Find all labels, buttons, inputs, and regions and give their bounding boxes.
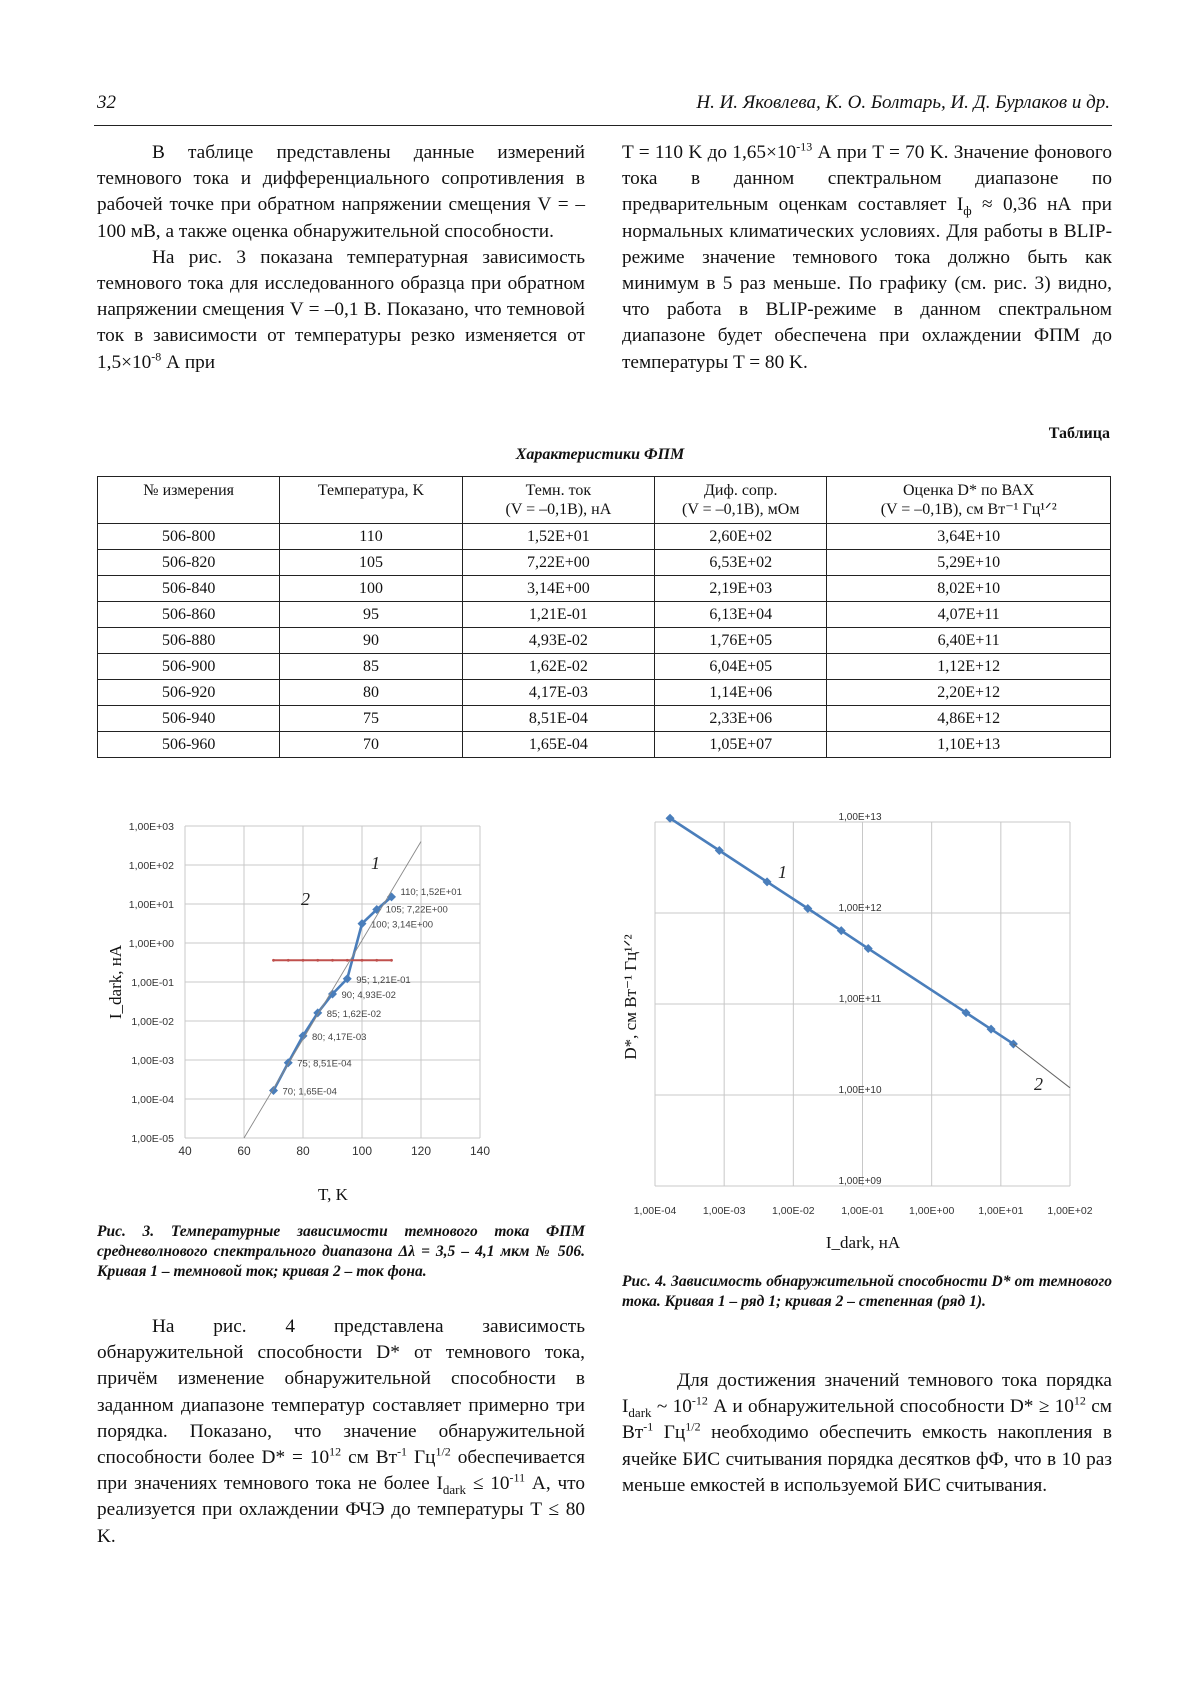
y-axis-label: I_dark, нА <box>106 944 125 1020</box>
superscript: 1/2 <box>435 1444 451 1459</box>
table-row <box>98 732 1111 758</box>
x-tick-label: 60 <box>237 1144 251 1158</box>
table-cell: 506-820 <box>98 550 280 576</box>
paragraph-text: Гц <box>653 1422 686 1444</box>
paragraph-text: Для достижения значений темнового тока порядка I <box>622 1370 1112 1418</box>
paragraph-text: На рис. 3 показана температурная зависимость темнового тока для исследованного образца при обратном напряжении смещения V = –0,1 В. Показано, что темновой ток в зависимости от температуры резко изменяется от 1,5×10 <box>97 246 585 373</box>
paragraph-text: T = 110 K до 1,65×10 <box>622 142 797 163</box>
paragraph <box>97 140 585 245</box>
table-cell: 1,52E+01 <box>462 524 654 550</box>
x-tick-label: 1,00E-02 <box>772 1205 815 1217</box>
paragraph-text: А и обнаружительной способности D* ≥ 10 <box>707 1396 1074 1418</box>
table-row <box>98 576 1111 602</box>
superscript: 12 <box>329 1444 342 1459</box>
x-tick-label: 1,00E-04 <box>633 1205 677 1217</box>
paragraph-text: На рис. 4 представлена зависимость обнаружительной способности D* от темнового тока, причём изменение обнаружительной способности в заданном диапазоне температур составляет примерно три порядка. Показано, что значение обнаружительной способности более D* = 10 <box>97 1316 585 1469</box>
y-tick-label: 1,00E+03 <box>128 821 174 833</box>
table-cell: 1,21E-01 <box>462 602 654 628</box>
page-number: 32 <box>97 92 116 113</box>
x-tick-label: 80 <box>296 1144 310 1158</box>
column-header <box>280 477 462 524</box>
table-cell: 2,33E+06 <box>655 706 827 732</box>
y-tick-label: 1,00E+00 <box>128 938 174 950</box>
table-row <box>98 706 1111 732</box>
table-cell: 6,13E+04 <box>655 602 827 628</box>
curve-label-1: 1 <box>371 853 380 873</box>
table-cell: 506-940 <box>98 706 280 732</box>
superscript: -1 <box>643 1419 654 1434</box>
x-tick-label: 120 <box>410 1144 432 1158</box>
column-header-line: (V = –0,1В), см Вт⁻¹ Гц¹ᐟ² <box>880 501 1057 518</box>
paragraph-text: Гц <box>407 1447 436 1469</box>
data-point-marker <box>302 959 305 962</box>
table-cell: 90 <box>280 628 462 654</box>
paragraph-text: А при <box>161 351 216 373</box>
paragraph-text: необходимо обеспечить емкость накопления в ячейке БИС считывания порядка десятков фФ, что в 10 раз меньше емкостей в используемой БИС считывания. <box>622 1422 1112 1496</box>
header-rule <box>94 125 1112 126</box>
column-header-line: № измерения <box>143 482 235 499</box>
paragraph <box>622 1368 1112 1499</box>
y-tick-label: 1,00E+12 <box>838 903 882 914</box>
table-cell: 8,51E-04 <box>462 706 654 732</box>
table-row <box>98 680 1111 706</box>
table-cell: 75 <box>280 706 462 732</box>
column-header-line: (V = –0,1В), нА <box>505 501 612 518</box>
table-cell: 4,86E+12 <box>827 706 1111 732</box>
table-cell: 4,93E-02 <box>462 628 654 654</box>
figure-4 <box>618 812 1118 1252</box>
data-point-marker <box>272 959 275 962</box>
table-cell: 506-800 <box>98 524 280 550</box>
x-axis-label: I_dark, нА <box>825 1233 901 1252</box>
y-tick-label: 1,00E-03 <box>131 1055 174 1067</box>
column-header <box>827 477 1111 524</box>
superscript: -13 <box>796 139 813 154</box>
table-cell: 2,19E+03 <box>655 576 827 602</box>
table-cell: 4,17E-03 <box>462 680 654 706</box>
column-header <box>462 477 654 524</box>
data-label: 90; 4,93E-02 <box>341 989 396 1001</box>
y-axis-label: D*, см Вт⁻¹ Гц¹ᐟ² <box>621 934 640 1060</box>
data-point-marker <box>361 959 364 962</box>
table-cell: 6,53E+02 <box>655 550 827 576</box>
table-row <box>98 602 1111 628</box>
table-cell: 5,29E+10 <box>827 550 1111 576</box>
x-tick-label: 1,00E+02 <box>1047 1205 1093 1217</box>
table-cell: 1,76E+05 <box>655 628 827 654</box>
x-tick-label: 1,00E-03 <box>702 1205 746 1217</box>
subscript: dark <box>442 1482 466 1498</box>
table-cell: 1,65E-04 <box>462 732 654 758</box>
table-title: Характеристики ФПМ <box>515 446 685 463</box>
data-label: 110; 1,52E+01 <box>400 886 462 898</box>
data-point-marker <box>331 959 334 962</box>
table-cell: 1,05E+07 <box>655 732 827 758</box>
table-cell: 110 <box>280 524 462 550</box>
paragraph-text: ≤ 10 <box>465 1473 510 1495</box>
table-row <box>98 524 1111 550</box>
column-header-line: Оценка D* по ВАХ <box>903 482 1035 499</box>
paragraph-text: А, что реализуется при охлаждении ФЧЭ до температуры T ≤ 80 K. <box>97 1473 585 1547</box>
table-cell: 80 <box>280 680 462 706</box>
left-column-bottom <box>97 1314 585 1550</box>
x-axis-label: T, K <box>318 1185 348 1204</box>
y-tick-label: 1,00E-01 <box>131 977 174 989</box>
paragraph <box>97 245 585 376</box>
column-header <box>98 477 280 524</box>
table-cell: 70 <box>280 732 462 758</box>
superscript: -1 <box>397 1444 408 1459</box>
table-label: Таблица <box>1048 425 1110 442</box>
table-cell: 4,07E+11 <box>827 602 1111 628</box>
table-cell: 7,22E+00 <box>462 550 654 576</box>
data-label: 95; 1,21E-01 <box>356 974 411 986</box>
data-label: 70; 1,65E-04 <box>282 1086 337 1098</box>
y-tick-label: 1,00E+11 <box>838 994 882 1005</box>
figure-3-caption: Рис. 3. Температурные зависимости темнового тока ФПМ средневолнового спектрального диапазона Δλ = 3,5 – 4,1 мкм № 506. Кривая 1 – темновой ток; кривая 2 – ток фона. <box>97 1223 585 1280</box>
superscript: 1/2 <box>685 1419 701 1434</box>
table-cell: 1,14E+06 <box>655 680 827 706</box>
column-header-line: (V = –0,1В), мОм <box>682 501 800 518</box>
subscript: dark <box>628 1405 652 1421</box>
superscript: -11 <box>509 1470 526 1485</box>
paragraph-text: обеспечивается при значениях темнового тока не более I <box>97 1447 586 1495</box>
fig4-chart <box>618 812 1118 1252</box>
data-label: 100; 3,14E+00 <box>371 919 434 931</box>
x-tick-label: 1,00E-01 <box>841 1205 884 1217</box>
column-header-line: Темн. ток <box>525 482 592 499</box>
table-cell: 1,12E+12 <box>827 654 1111 680</box>
table-cell: 105 <box>280 550 462 576</box>
y-tick-label: 1,00E+10 <box>838 1085 882 1096</box>
x-tick-label: 140 <box>469 1144 491 1158</box>
column-header-line <box>102 500 275 519</box>
column-header-line <box>284 500 457 519</box>
y-tick-label: 1,00E+01 <box>128 899 174 911</box>
table-cell: 506-880 <box>98 628 280 654</box>
table-row <box>98 628 1111 654</box>
table-cell: 100 <box>280 576 462 602</box>
data-label: 80; 4,17E-03 <box>312 1031 367 1043</box>
table-cell: 95 <box>280 602 462 628</box>
data-label: 75; 8,51E-04 <box>297 1058 352 1070</box>
subscript: ф <box>963 203 972 219</box>
y-tick-label: 1,00E+02 <box>128 860 174 872</box>
x-tick-label: 40 <box>178 1144 192 1158</box>
table-cell: 1,10E+13 <box>827 732 1111 758</box>
paragraph-text: см Вт <box>622 1396 1112 1444</box>
table-cell: 2,20E+12 <box>827 680 1111 706</box>
table-cell: 1,62E-02 <box>462 654 654 680</box>
right-column-bottom <box>622 1368 1112 1499</box>
table-cell: 506-840 <box>98 576 280 602</box>
table-cell: 506-860 <box>98 602 280 628</box>
figure-4-caption: Рис. 4. Зависимость обнаружительной способности D* от темнового тока. Кривая 1 – ряд 1; кривая 2 – степенная (ряд 1). <box>622 1273 1112 1310</box>
data-point-marker <box>316 959 319 962</box>
table-row <box>98 654 1111 680</box>
table-cell: 506-960 <box>98 732 280 758</box>
column-header-line: Температура, K <box>317 482 425 499</box>
right-column-top <box>622 140 1112 376</box>
running-header-authors: Н. И. Яковлева, К. О. Болтарь, И. Д. Бурлаков и др. <box>696 92 1110 113</box>
data-point-marker <box>375 959 378 962</box>
paragraph <box>97 1314 585 1550</box>
left-column-top <box>97 140 585 376</box>
y-tick-label: 1,00E-02 <box>131 1016 174 1028</box>
data-label: 85; 1,62E-02 <box>326 1008 382 1020</box>
paragraph-text: ≈ 0,36 нА при нормальных климатических условиях. Для работы в BLIP-режиме значение темнового тока должно быть как минимум в 5 раз меньше. По графику (см. рис. 3) видно, что работа в BLIP-режиме в данном спектральном диапазоне будет обеспечена при охлаждении ФПМ до температуры T = 80 K. <box>622 194 1112 373</box>
table-cell: 3,64E+10 <box>827 524 1111 550</box>
column-header-line: Диф. сопр. <box>703 482 778 499</box>
superscript: 12 <box>1073 1393 1086 1408</box>
curve-label-2: 2 <box>301 889 310 909</box>
y-tick-label: 1,00E+13 <box>838 812 882 823</box>
x-tick-label: 1,00E+00 <box>909 1205 955 1217</box>
table-row <box>98 550 1111 576</box>
table-cell: 506-900 <box>98 654 280 680</box>
paragraph-text: см Вт <box>341 1447 398 1469</box>
table-cell: 3,14E+00 <box>462 576 654 602</box>
table-cell: 6,40E+11 <box>827 628 1111 654</box>
paragraph-text: ~ 10 <box>651 1396 692 1418</box>
paragraph-text: А при T = 70 K. Значение фонового тока в данном спектральном диапазоне по предварительным оценкам составляет I <box>622 142 1112 216</box>
characteristics-table <box>97 476 1111 758</box>
y-tick-label: 1,00E-04 <box>131 1094 174 1106</box>
x-tick-label: 1,00E+01 <box>978 1205 1024 1217</box>
curve-label-1: 1 <box>778 862 787 882</box>
y-tick-label: 1,00E-05 <box>131 1133 174 1145</box>
table-cell: 6,04E+05 <box>655 654 827 680</box>
paragraph-text: В таблице представлены данные измерений темнового тока и дифференциального сопротивления в рабочей точке при обратном напряжении смещения V = –100 мВ, а также оценка обнаружительной способности. <box>97 142 585 242</box>
table-cell: 2,60E+02 <box>655 524 827 550</box>
table-cell: 85 <box>280 654 462 680</box>
data-point-marker <box>390 959 393 962</box>
paragraph <box>622 140 1112 376</box>
superscript: -8 <box>151 349 162 364</box>
table-cell: 8,02E+10 <box>827 576 1111 602</box>
table-header-row <box>98 477 1111 524</box>
figure-3 <box>95 812 595 1212</box>
data-point-marker <box>346 959 349 962</box>
table-cell: 506-920 <box>98 680 280 706</box>
x-tick-label: 100 <box>351 1144 373 1158</box>
data-label: 105; 7,22E+00 <box>385 904 448 916</box>
fig3-chart <box>95 812 595 1212</box>
curve-label-2: 2 <box>1034 1074 1043 1094</box>
data-point-marker <box>287 959 290 962</box>
y-tick-label: 1,00E+09 <box>838 1176 882 1187</box>
column-header <box>655 477 827 524</box>
superscript: -12 <box>691 1393 708 1408</box>
